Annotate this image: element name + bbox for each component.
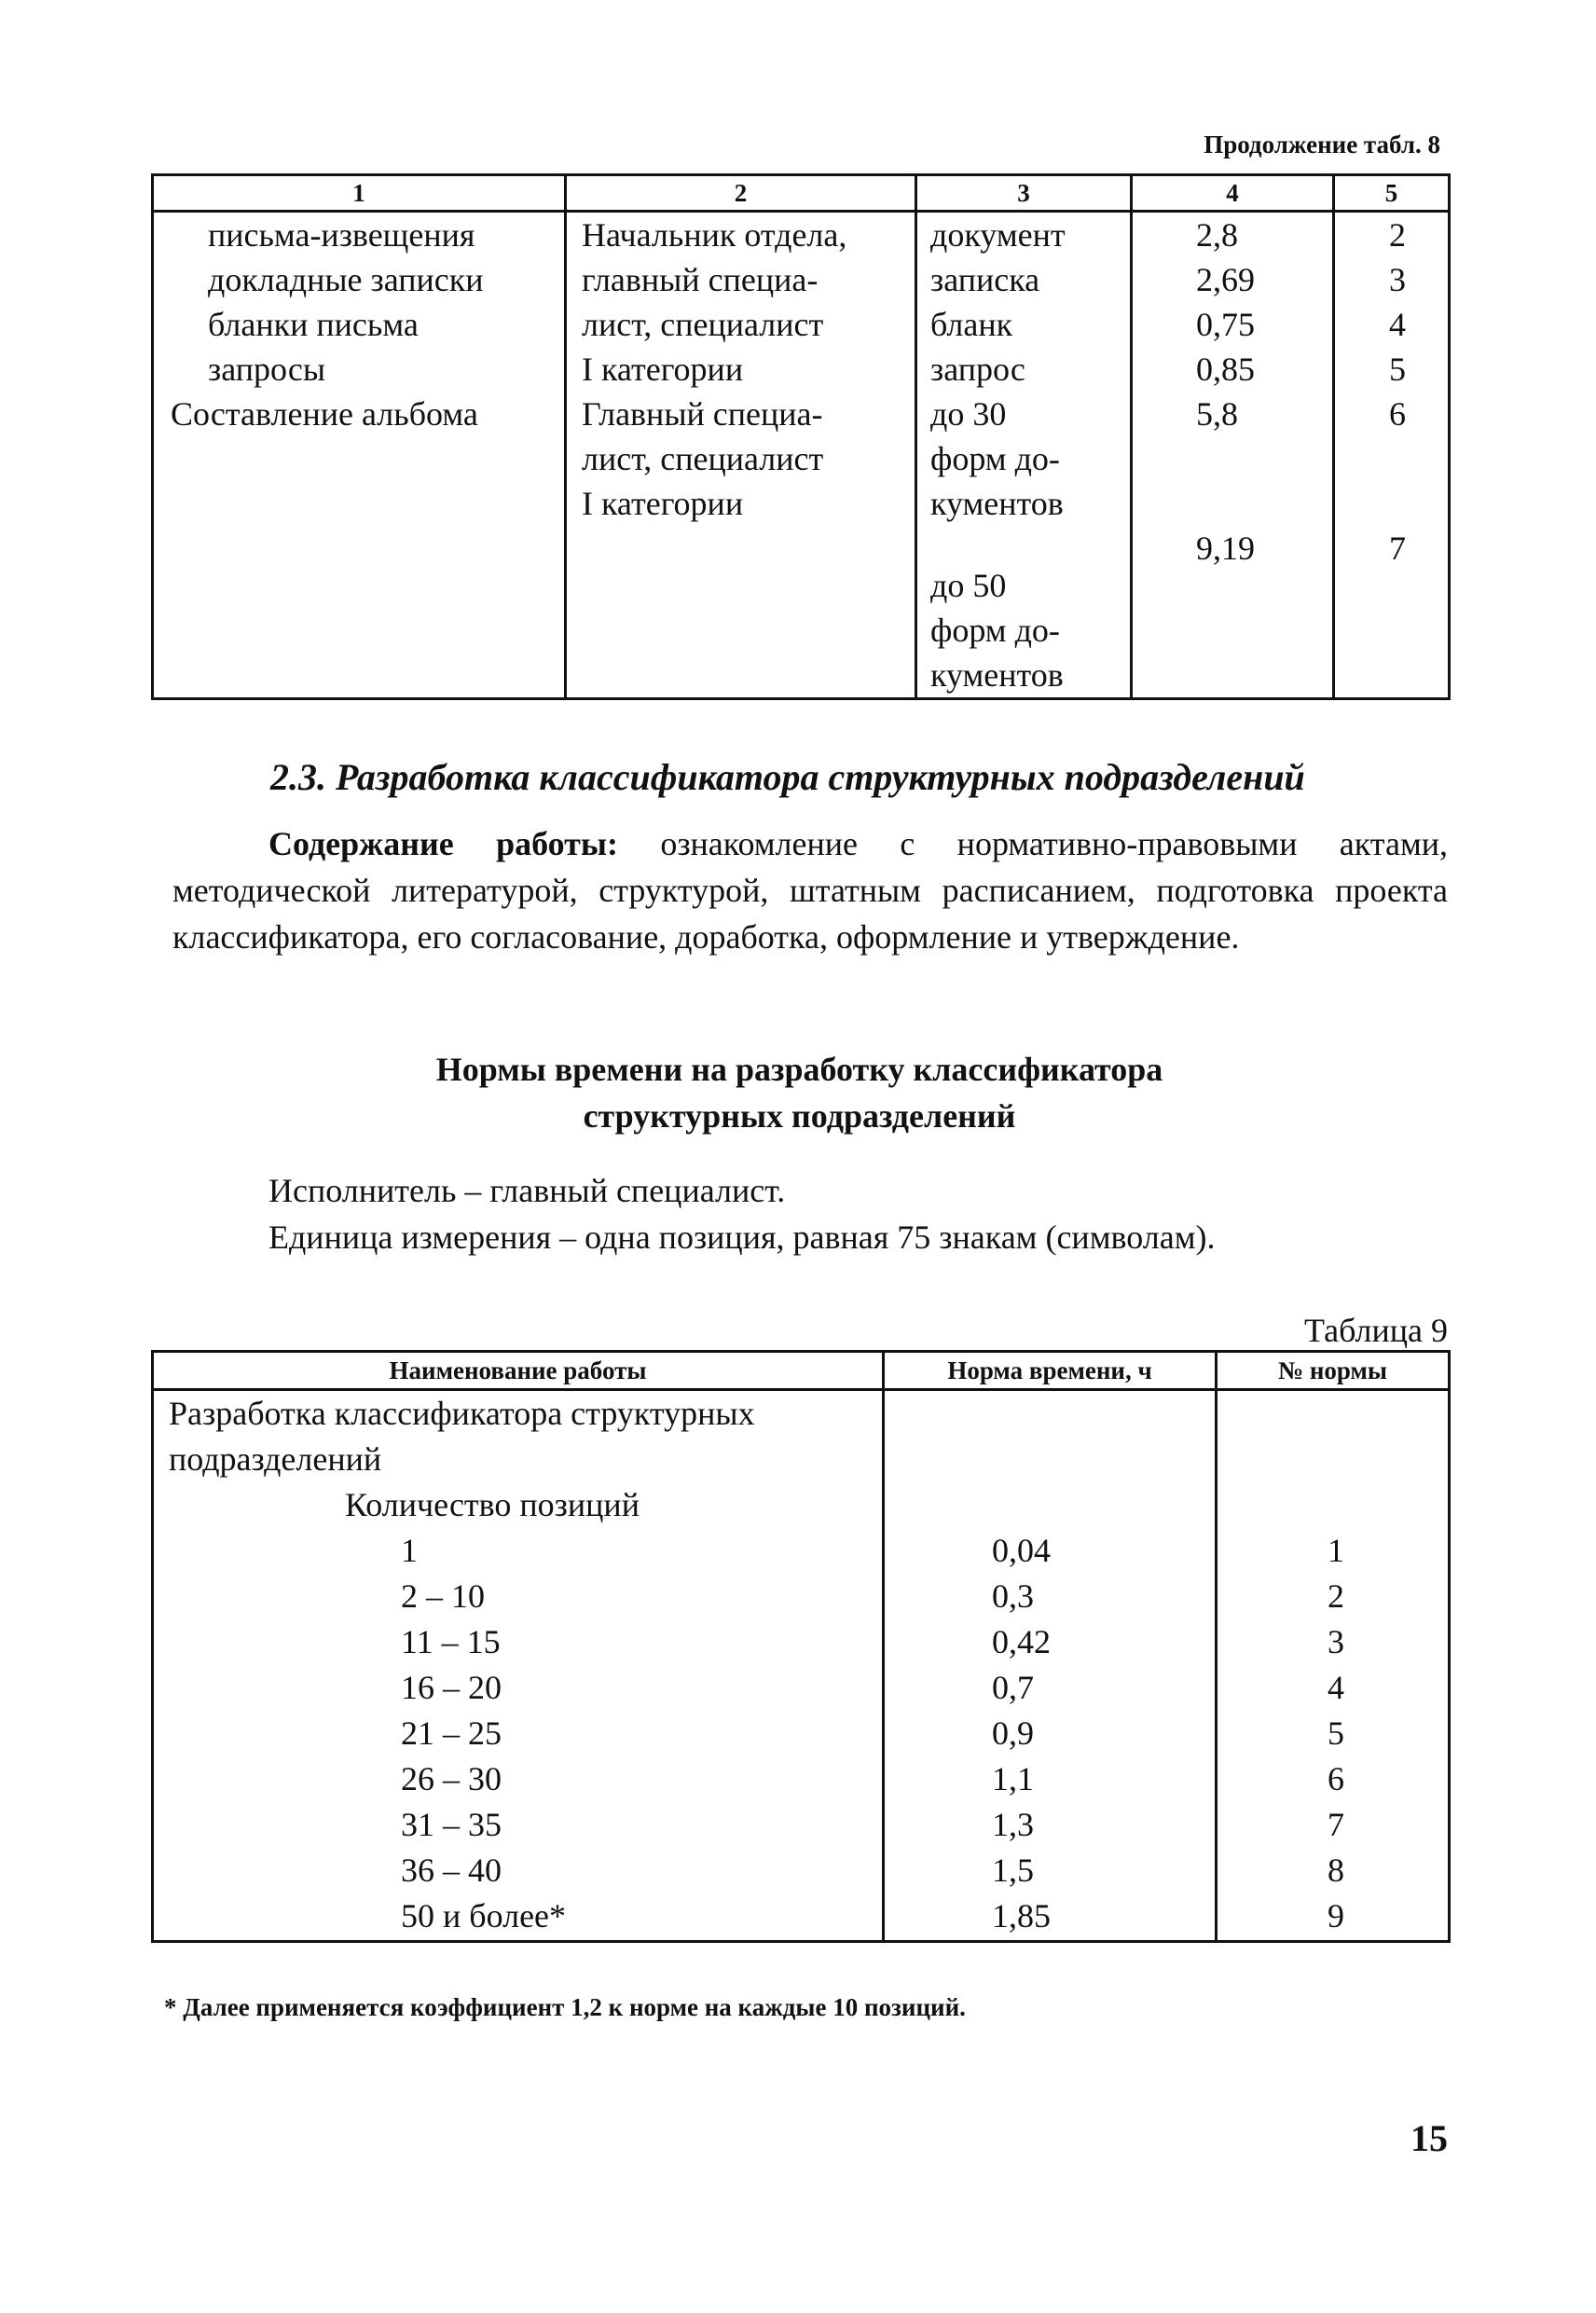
cell-line: письма-извещения [208,216,475,254]
footnote: * Далее применяется коэффициент 1,2 к норме на каждые 10 позиций. [164,1993,966,2021]
unit-cell [916,212,1132,699]
norm-number: 1 [1328,1532,1344,1569]
work-content-paragraph [172,820,1448,960]
cell-line: докладные записки [208,261,484,298]
cell-line: 5,8 [1196,395,1238,433]
norm-number-cell [1334,212,1450,699]
table-header-cell: 4 [1132,175,1334,212]
cell-line: кументов [930,656,1064,694]
cell-line: Составление альбома [171,395,478,433]
cell-line: 9,19 [1196,530,1255,567]
norm-number: 5 [1328,1714,1344,1752]
time-norm-cell [884,1390,1217,1942]
cell-line: до 30 [930,395,1007,433]
cell-line: I категории [582,485,744,522]
cell-line: 7 [1389,530,1406,567]
cell-line: бланк [930,306,1013,343]
table-header-cell: № нормы [1217,1352,1450,1390]
time-value: 1,5 [992,1852,1034,1889]
time-value: 1,85 [992,1897,1051,1934]
cell-line: Разработка классификатора структурных [169,1395,755,1432]
norm-number: 7 [1328,1806,1344,1843]
cell-line: Количество позиций [345,1486,640,1523]
cell-line: запрос [930,351,1025,388]
table-row [153,1390,1450,1942]
table-continuation-label: Продолжение табл. 8 [1204,131,1440,158]
norm-number: 3 [1328,1623,1344,1660]
spacer [917,526,1130,563]
table-9-label: Таблица 9 [1304,1312,1448,1349]
spacer [1133,481,1332,526]
cell-line: 0,85 [1196,351,1255,388]
cell-line: форм до- [930,612,1060,649]
time-value: 0,42 [992,1623,1051,1660]
work-name-cell [153,1390,884,1942]
section-title: 2.3. Разработка классификатора структурных подразделений [270,756,1305,798]
cell-line: лист, специалист [582,306,824,343]
spacer [885,1391,1215,1528]
table-header-cell: 2 [566,175,916,212]
range-value: 2 – 10 [401,1577,485,1615]
executor-line: Исполнитель – главный специалист. [268,1172,786,1209]
range-value: 1 [401,1532,418,1569]
executor-cell [566,212,916,699]
table-header-cell: 3 [916,175,1132,212]
cell-line: форм до- [930,440,1060,477]
cell-line: 2 [1389,216,1406,254]
range-value: 21 – 25 [401,1714,502,1752]
cell-line: записка [930,261,1040,298]
norms-heading-line: структурных подразделений [583,1097,1016,1135]
cell-line: I категории [582,351,744,388]
table-header-cell: Норма времени, ч [884,1352,1217,1390]
cell-line: 6 [1389,395,1406,433]
time-value: 0,7 [992,1669,1034,1706]
norm-number: 9 [1328,1897,1344,1934]
cell-line: 4 [1389,306,1406,343]
cell-line: Начальник отдела, [582,216,847,254]
spacer [1335,436,1448,481]
cell-line: 5 [1389,351,1406,388]
range-value: 31 – 35 [401,1806,502,1843]
work-content-lead: Содержание работы: [268,825,618,862]
range-value: 50 и более* [401,1897,567,1934]
cell-line: 2,69 [1196,261,1255,298]
time-value: 0,04 [992,1532,1051,1569]
cell-line: запросы [208,351,326,388]
norm-number-cell [1217,1390,1450,1942]
cell-line: 3 [1389,261,1406,298]
time-value: 1,1 [992,1760,1034,1797]
cell-line: Главный специа- [582,395,823,433]
cell-line: 0,75 [1196,306,1255,343]
norms-heading [151,1046,1448,1139]
table-header-cell: 5 [1334,175,1450,212]
range-value: 36 – 40 [401,1852,502,1889]
cell-line: документ [930,216,1066,254]
table-header-cell: Наименование работы [153,1352,884,1390]
table-header-cell: 1 [153,175,566,212]
time-value: 1,3 [992,1806,1034,1843]
range-value: 16 – 20 [401,1669,502,1706]
cell-line: подразделений [169,1440,382,1478]
table-header-row [153,1352,1450,1390]
table-9 [151,1350,1451,1943]
time-norm-cell [1132,212,1334,699]
time-value: 0,9 [992,1714,1034,1752]
cell-line: бланки письма [208,306,419,343]
work-content-text: ознакомление с нормативно-правовыми актами, методической литературой, структурой, штатным расписанием, подготовка проекта классификатора, его согласование, доработка, оформление и утверждение. [172,825,1448,956]
cell-line: кументов [930,485,1064,522]
norm-number: 4 [1328,1669,1344,1706]
norm-number: 8 [1328,1852,1344,1889]
time-value: 0,3 [992,1577,1034,1615]
cell-line: 2,8 [1196,216,1238,254]
norms-heading-line: Нормы времени на разработку классификатора [435,1051,1163,1088]
range-value: 26 – 30 [401,1760,502,1797]
cell-line: лист, специалист [582,440,824,477]
cell-line: главный специа- [582,261,819,298]
unit-line: Единица измерения – одна позиция, равная 75 знакам (символам). [268,1218,1216,1256]
range-value: 11 – 15 [401,1623,501,1660]
spacer [1133,436,1332,481]
spacer [1335,481,1448,526]
spacer [1218,1391,1448,1528]
table-row [153,212,1450,699]
table-header-row [153,175,1450,212]
work-name-cell [153,212,566,699]
cell-line: до 50 [930,567,1007,604]
norm-number: 6 [1328,1760,1344,1797]
table-8 [151,173,1451,700]
page-number: 15 [1410,2117,1448,2159]
norm-number: 2 [1328,1577,1344,1615]
